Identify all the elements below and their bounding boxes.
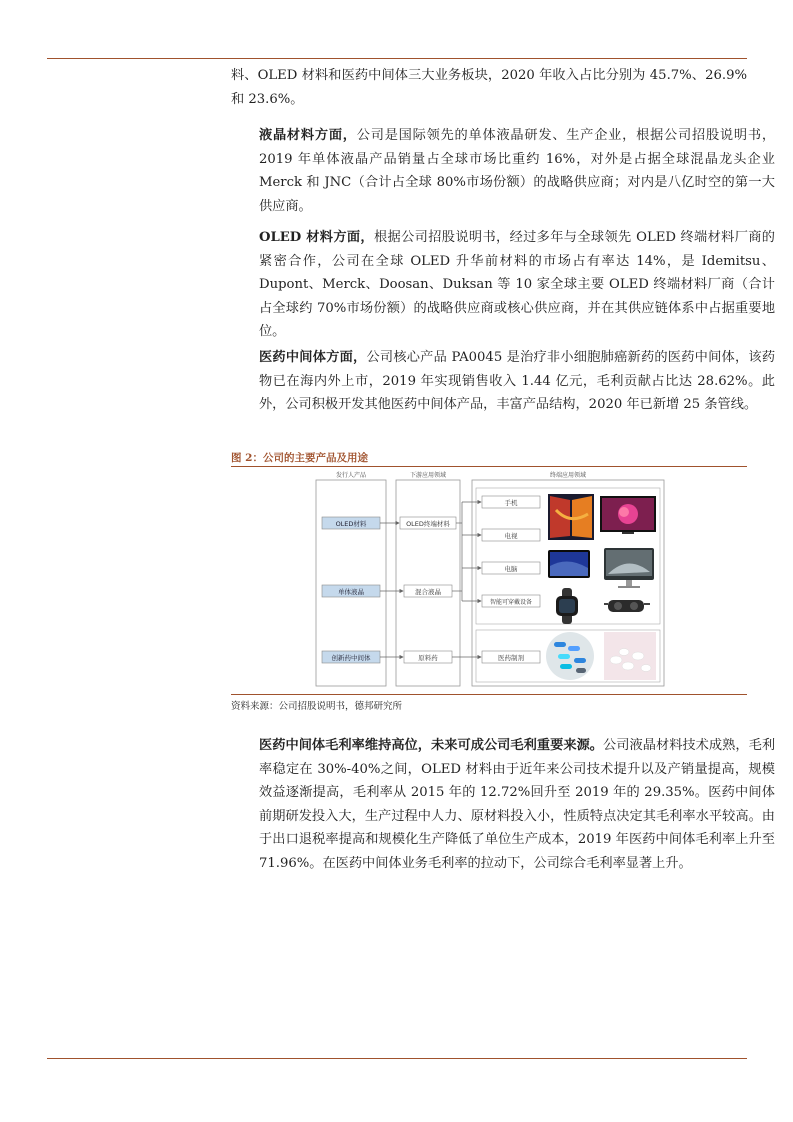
product-pharma: 创新药中间体: [331, 654, 371, 662]
pills-image: [604, 632, 656, 680]
terminal-pharma-prep: 医药制剂: [498, 654, 524, 662]
vr-headset-image: [604, 600, 650, 612]
lead-lcd: 液晶材料方面，: [259, 128, 357, 143]
figure-caption: 图 2：公司的主要产品及用途: [231, 452, 368, 464]
smartwatch-image: [556, 588, 578, 624]
header-rule: [47, 58, 747, 59]
capsules-image: [546, 632, 594, 680]
downstream-oled: OLED终端材料: [406, 520, 450, 528]
downstream-pharma: 原料药: [418, 654, 438, 662]
products-diagram: [312, 470, 668, 690]
terminal-wearable: 智能可穿戴设备: [489, 599, 533, 606]
col-header-terminal: 终端应用领域: [549, 472, 587, 479]
terminal-computer: 电脑: [504, 565, 518, 573]
footer-rule: [47, 1058, 747, 1059]
paragraph-intro: 料、OLED 材料和医药中间体三大业务板块，2020 年收入占比分别为 45.7%、26.9%和 23.6%。: [231, 68, 747, 107]
tv-image: [600, 496, 656, 534]
lead-margin: 医药中间体毛利率维持高位，未来可成公司毛利重要来源。: [259, 738, 604, 753]
col-header-products: 发行人产品: [335, 472, 367, 479]
paragraph-lcd: 液晶材料方面，公司是国际领先的单体液晶研发、生产企业，根据公司招股说明书，2019 年单体液晶产品销量占全球市场比重约 16%，对外是占据全球混晶龙头企业 Merck 和 JNC（合计占全球 80%市场份额）的战略供应商；对内是八亿时空的第一大供应商。: [259, 128, 776, 214]
lead-pharma: 医药中间体方面，: [259, 350, 367, 365]
terminal-phone: 手机: [504, 499, 518, 507]
foldable-phone-image: [548, 494, 594, 540]
lead-oled: OLED 材料方面，: [259, 230, 374, 245]
product-lc: 单体液晶: [338, 588, 364, 596]
desktop-computer-image: [604, 548, 654, 588]
figure-source: 资料来源：公司招股说明书，德邦研究所: [231, 701, 403, 712]
downstream-lc: 混合液晶: [415, 588, 441, 596]
figure-bottom-rule: [231, 694, 747, 695]
paragraph-pharma: 医药中间体方面，公司核心产品 PA0045 是治疗非小细胞肺癌新药的医药中间体，该药物已在海内外上市，2019 年实现销售收入 1.44 亿元，毛利贡献占比达 28.62%。此外，公司积极开发其他医药中间体产品，丰富产品结构，2020 年已新增 25 条管线。: [259, 350, 776, 413]
product-oled: OLED材料: [335, 520, 367, 528]
paragraph-oled: OLED 材料方面，根据公司招股说明书，经过多年与全球领先 OLED 终端材料厂商的紧密合作，公司在全球 OLED 升华前材料的市场占有率达 14%，是 Idemitsu、Dupont、Merck、Doosan、Duksan 等 10 家全球主要 OLED 终端材料厂商（合计占全球约 70%市场份额）的战略供应商或核心供应商，并在其供应链体系中占据重要地位。: [259, 230, 775, 340]
tablet-image: [548, 550, 590, 578]
figure-top-rule: [231, 466, 747, 467]
terminal-tv: 电视: [504, 532, 518, 540]
paragraph-margin: 医药中间体毛利率维持高位，未来可成公司毛利重要来源。公司液晶材料技术成熟，毛利率稳定在 30%-40%之间，OLED 材料由于近年来公司技术提升以及产销量提高，规模效益逐渐提高，毛利率从 2015 年的 12.72%回升至 2019 年的 29.35%。医药中间体前期研发投入大，生产过程中人力、原材料投入小，性质特点决定其毛利率水平较高。由于出口退税率提高和规模化生产降低了单位生产成本，2019 年医药中间体毛利率上升至 71.96%。在医药中间体业务毛利率的拉动下，公司综合毛利率显著上升。: [259, 738, 776, 871]
col-header-downstream: 下游应用领域: [409, 472, 447, 479]
